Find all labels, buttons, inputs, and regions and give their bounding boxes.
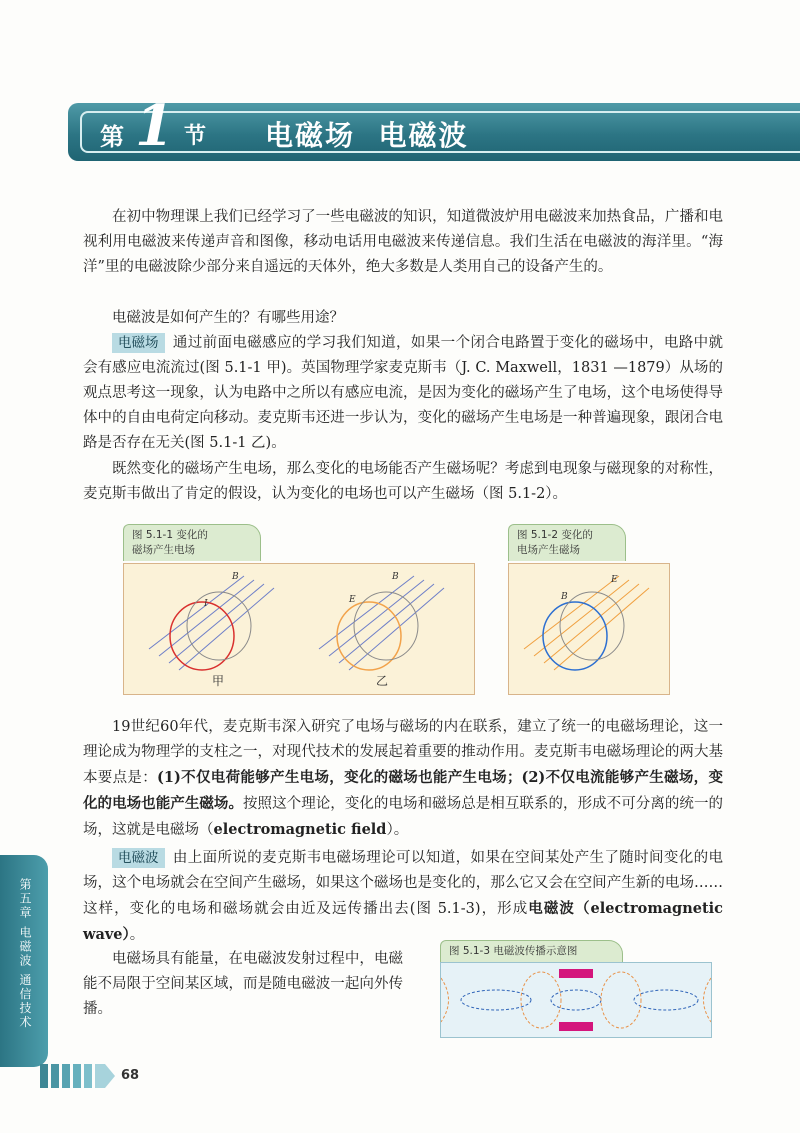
figure-label-yi: 乙 (376, 674, 389, 688)
em-field-tag: 电磁场 (112, 333, 165, 353)
em-wave-term: 电磁波（electromagnetic wave） (83, 900, 723, 943)
em-wave-end: 。 (129, 927, 145, 943)
figure-5-1-2-caption-line2: 电场产生磁场 (517, 544, 580, 556)
figure-5-1-2-caption-line1: 图 5.1-2 变化的 (517, 529, 593, 541)
fig2-label-b: B (561, 592, 568, 602)
field-label-e: E (349, 595, 356, 605)
figure-5-1-1-diagram (124, 564, 474, 694)
question-paragraph: 电磁波是如何产生的？有哪些用途？ (112, 310, 344, 326)
figure-5-1-2-diagram (509, 564, 669, 694)
maxwell-text-c: 按照这个理论，变化的电场和磁场总是相互联系的，形成不可分离的统一的场，这就是电磁场（ (83, 796, 724, 838)
em-field-term: electromagnetic field (213, 821, 387, 838)
figure-5-1-1-caption-line2: 磁场产生电场 (132, 544, 195, 556)
section-number: 1 (135, 93, 174, 159)
maxwell-theory-paragraph (83, 715, 723, 843)
figure-5-1-1-caption (123, 524, 261, 561)
maxwell-text-end: ）。 (386, 822, 409, 838)
figure-label-jia: 甲 (212, 674, 225, 688)
wave-loops-blue (461, 990, 698, 1010)
em-field-paragraph (83, 331, 723, 456)
field-label-b-b: B (392, 572, 399, 582)
intro-paragraph: 在初中物理课上我们已经学习了一些电磁波的知识，知道微波炉用电磁波来加热食品，广播和电视利用电磁波来传递声音和图像，移动电话用电磁波来传递信息。我们生活在电磁波的海洋里。“海洋”里的电磁波除少部分来自遥远的天体外，绝大多数是人类用自己的设备产生的。 (83, 209, 723, 275)
maxwell-points: (1)不仅电荷能够产生电场，变化的磁场也能产生电场；(2)不仅电流能够产生磁场，变化的电场也能产生磁场。 (83, 769, 723, 812)
electric-field-lines (524, 576, 649, 670)
fig2-label-e: E (611, 575, 618, 585)
energy-paragraph: 电磁场具有能量，在电磁波发射过程中，电磁能不局限于空间某区域，而是随电磁波一起向外传播。 (83, 951, 403, 1017)
field-lines-a (149, 576, 274, 670)
em-wave-paragraph (83, 846, 723, 948)
magnetic-ring-b (354, 592, 418, 660)
reference-ring (560, 592, 624, 660)
em-field-text: 通过前面电磁感应的学习我们知道，如果一个闭合电路置于变化的磁场中，电路中就会有感应电流流过(图 5.1-1 甲)。英国物理学家麦克斯韦（J. C. Maxwell，1831 —1879）从场的观点思考这一现象，认为电路中之所以有感应电流，是因为变化的磁场产生了电场，这个电场使得导体中的自由电荷定向移动。麦克斯韦还进一步认为，变化的磁场产生电场是一种普遍现象，跟闭合电路是否存在无关(图 5.1-1 乙)。 (83, 335, 723, 451)
field-label-b-a: B (232, 572, 239, 582)
antenna-bottom-plate (559, 1022, 593, 1031)
chapter-side-text: 第五章 电磁波 通信技术 (18, 878, 32, 1030)
page-arrow-icon (40, 1058, 118, 1094)
symmetry-paragraph: 既然变化的磁场产生电场，那么变化的电场能否产生磁场呢？考虑到电现象与磁现象的对称性，麦克斯韦做出了肯定的假设，认为变化的电场也可以产生磁场（图 5.1-2）。 (83, 461, 723, 502)
figure-5-1-3 (440, 962, 712, 1038)
section-title: 电磁场 电磁波 (265, 119, 469, 152)
wave-loops-orange (441, 972, 711, 1028)
page-number: 68 (121, 1068, 140, 1083)
figure-5-1-3-diagram (441, 963, 711, 1037)
current-label-i: I (204, 599, 208, 609)
field-lines-b (319, 576, 444, 670)
figure-5-1-1-caption-line1: 图 5.1-1 变化的 (132, 529, 208, 541)
section-suffix: 节 (184, 124, 207, 149)
section-prefix: 第 (100, 123, 124, 151)
antenna-top-plate (559, 969, 593, 978)
em-wave-text: 由上面所说的麦克斯韦电磁场理论可以知道，如果在空间某处产生了随时间变化的电场，这个电场就会在空间产生磁场，如果这个磁场也是变化的，那么它又会在空间产生新的电场……这样，变化的电场和磁场就会由近及远传播出去(图 5.1-3)，形成 (83, 850, 723, 917)
figure-5-1-2-caption (508, 524, 626, 561)
figure-5-1-2 (508, 563, 670, 695)
maxwell-text-a: 19世纪60年代，麦克斯韦深入研究了电场与磁场的内在联系，建立了统一的电磁场理论，这一理论成为物理学的支柱之一，对现代技术的发展起着重要的推动作用。麦克斯韦电磁场理论的两大基本要点是： (83, 719, 723, 786)
figure-5-1-3-caption: 图 5.1-3 电磁波传播示意图 (440, 940, 623, 962)
em-wave-tag: 电磁波 (112, 848, 165, 868)
figure-5-1-1 (123, 563, 475, 695)
